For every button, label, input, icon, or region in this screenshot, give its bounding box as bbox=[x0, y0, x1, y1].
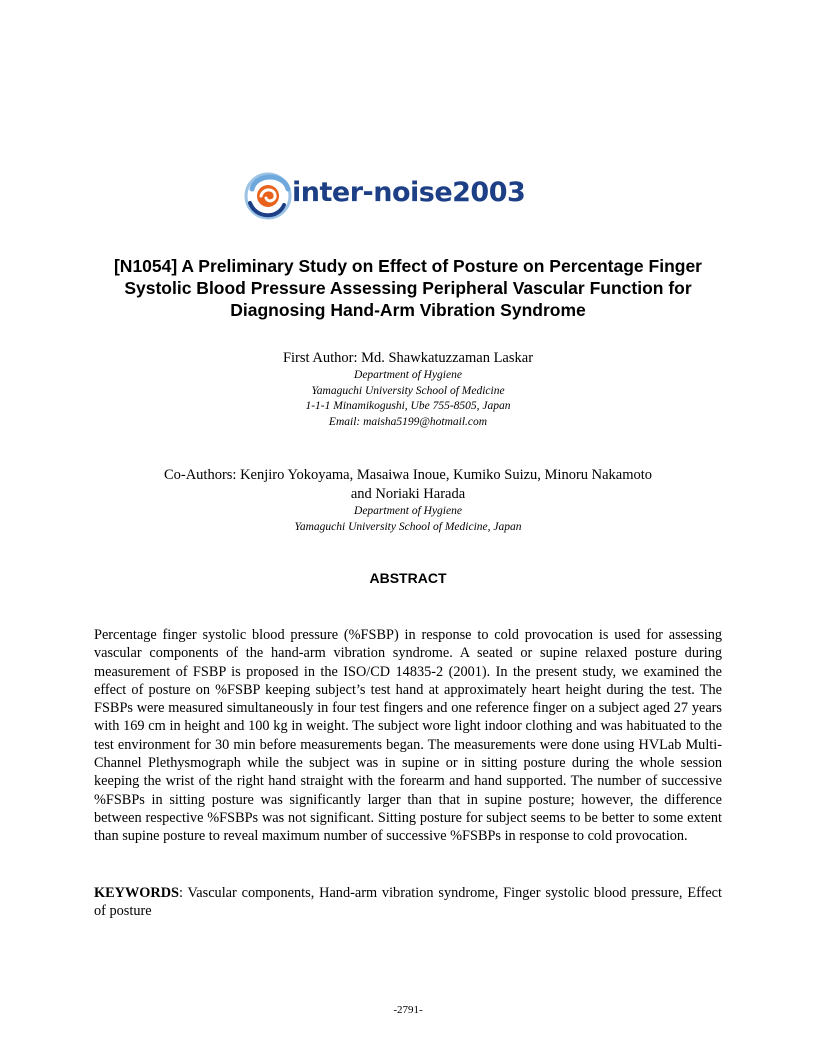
swirl-logo-icon bbox=[244, 167, 296, 225]
first-author-address: 1-1-1 Minamikogushi, Ube 755-8505, Japan bbox=[305, 400, 511, 412]
co-authors-names: Co-Authors: Kenjiro Yokoyama, Masaiwa Inoue, Kumiko Suizu, Minoru Nakamoto bbox=[163, 467, 653, 483]
first-author-block bbox=[60, 349, 756, 430]
page-number: -2791- bbox=[393, 1004, 423, 1016]
first-author-email: Email: maisha5199@hotmail.com bbox=[328, 415, 488, 428]
title-line: [N1054] A Preliminary Study on Effect of Posture on Percentage Finger bbox=[113, 256, 702, 276]
keywords-paragraph bbox=[94, 884, 722, 921]
co-authors-block bbox=[60, 466, 756, 535]
conference-logo bbox=[244, 167, 534, 225]
co-authors-names-cont: and Noriaki Harada bbox=[350, 486, 466, 502]
abstract-body: Percentage finger systolic blood pressure (%FSBP) in response to cold provocation is used for assessing vascular components of the hand-arm vibration syndrome. A seated or supine relaxed posture during measurement of FSBP is proposed in the ISO/CD 14835-2 (2001). In the present study, we examined the effect of posture on %FSBP keeping subject’s test hand at approximately heart height during the test. The FSBPs were measured simultaneously in four test fingers and one reference finger on a subject aged 27 years with 169 cm in height and 100 kg in weight. The subject wore light indoor clothing and was habituated to the test environment for 30 min before measurements began. The measurements were done using HVLab Multi-Channel Plethysmograph while the subject was in supine or in sitting posture during the whole session keeping the wrist of the right hand straight with the forearm and hand supported. The number of successive %FSBPs in sitting posture was significantly larger than that in supine posture; however, the difference between respective %FSBPs was not significant. Sitting posture for subject seems to be better to some extent than supine posture to reveal maximum number of successive %FSBPs in response to cold provocation. bbox=[94, 627, 722, 845]
abstract-heading: ABSTRACT bbox=[369, 570, 447, 586]
co-authors-institution: Yamaguchi University School of Medicine, Japan bbox=[294, 520, 522, 533]
co-authors-department: Department of Hygiene bbox=[354, 505, 462, 517]
first-author-department: Department of Hygiene bbox=[354, 369, 462, 381]
title-line: Diagnosing Hand-Arm Vibration Syndrome bbox=[230, 300, 586, 320]
title-line: Systolic Blood Pressure Assessing Peripheral Vascular Function for bbox=[124, 278, 692, 298]
paper-title bbox=[60, 255, 756, 321]
keywords-list: : Vascular components, Hand-arm vibration syndrome, Finger systolic blood pressure, Effect of posture bbox=[94, 885, 722, 920]
first-author-name: First Author: Md. Shawkatuzzaman Laskar bbox=[282, 350, 534, 366]
keywords-label: KEYWORDS bbox=[94, 885, 179, 901]
first-author-institution: Yamaguchi University School of Medicine bbox=[311, 384, 505, 397]
logo-wordmark: inter-noise2003 bbox=[292, 177, 526, 208]
